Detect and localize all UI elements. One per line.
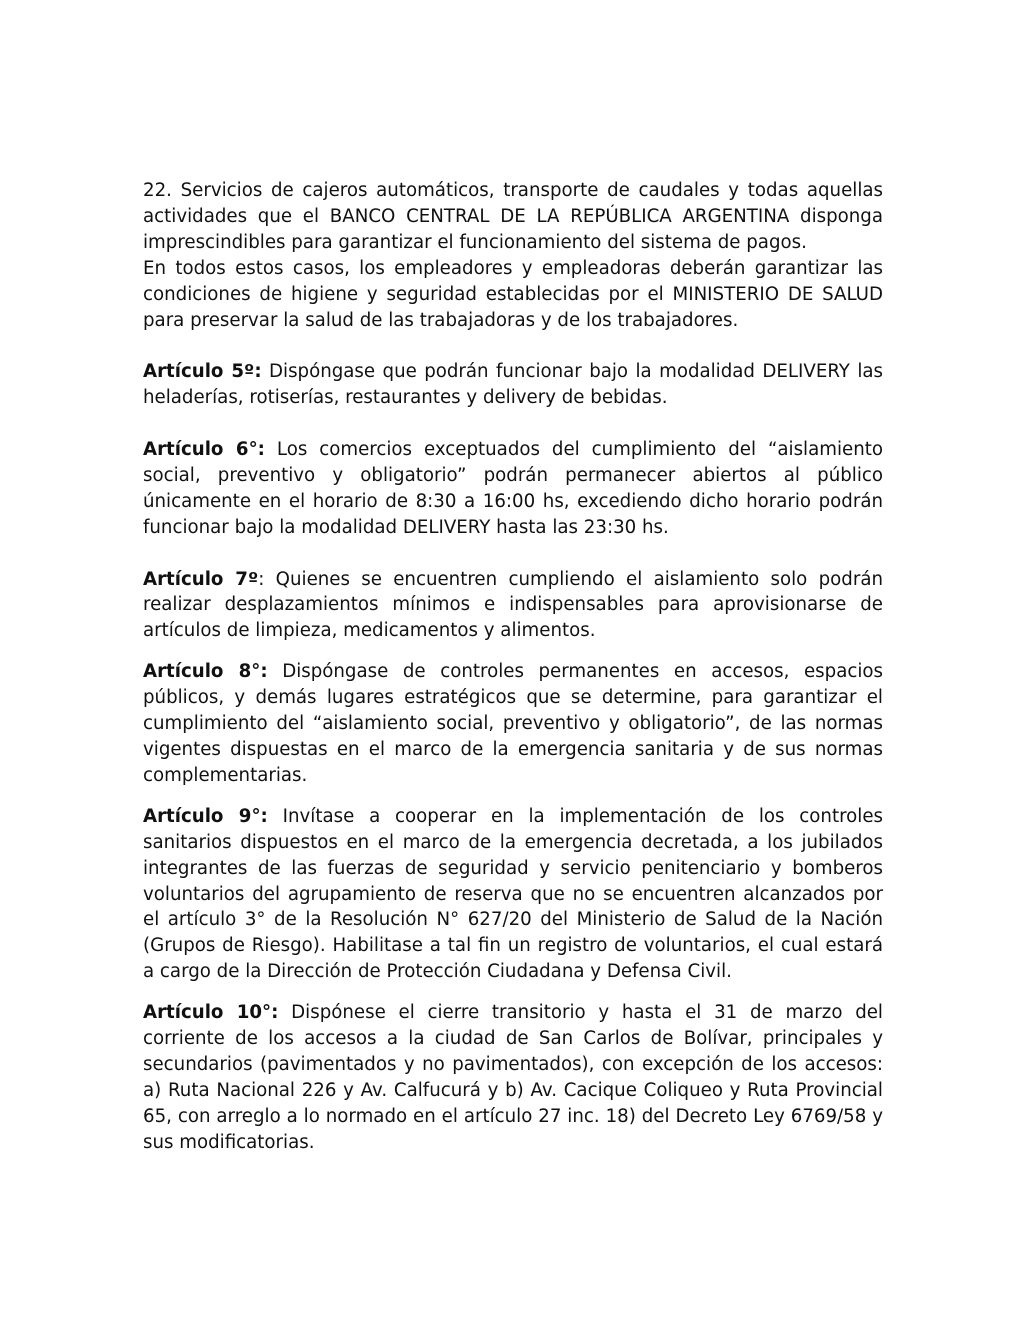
article-label: Artículo 10°:	[143, 1002, 279, 1024]
paragraph-conditions	[143, 256, 883, 334]
article-6	[143, 437, 883, 541]
article-label-suffix: :	[258, 568, 265, 590]
paragraph-item-22	[143, 178, 883, 256]
article-10	[143, 1000, 883, 1155]
article-label: Artículo 6°:	[143, 439, 265, 461]
article-text: Invítase a cooperar en la implementación de los controles sanitarios dispuestos en el marco de la emergencia decretada, a los jubilados integrantes de las fuerzas de seguridad y servicio penitenciario y bomberos voluntarios del agrupamiento de reserva que no se encuentren alcanzados por el artículo 3° de la Resolución N° 627/20 del Ministerio de Salud de la Nación (Grupos de Riesgo). Habilitase a tal fin un registro de voluntarios, el cual estará a cargo de la Dirección de Protección Ciudadana y Defensa Civil.	[143, 805, 883, 983]
article-text: Quienes se encuentren cumpliendo el aislamiento solo podrán realizar desplazamientos mínimos e indispensables para aprovisionarse de artículos de limpieza, medicamentos y alimentos.	[143, 568, 883, 642]
article-9	[143, 804, 883, 985]
article-8	[143, 659, 883, 789]
paragraph-text: En todos estos casos, los empleadores y empleadoras deberán garantizar las condiciones de higiene y seguridad establecidas por el MINISTERIO DE SALUD para preservar la salud de las trabajadoras y de los trabajadores.	[143, 257, 883, 331]
article-text: Dispóngase que podrán funcionar bajo la modalidad DELIVERY las heladerías, rotiserías, restaurantes y delivery de bebidas.	[143, 361, 883, 409]
article-text: Los comercios exceptuados del cumplimiento del “aislamiento social, preventivo y obligatorio” podrán permanecer abiertos al público únicamente en el horario de 8:30 a 16:00 hs, excediendo dicho horario podrán funcionar bajo la modalidad DELIVERY hasta las 23:30 hs.	[143, 439, 883, 538]
article-text: Dispóngase de controles permanentes en accesos, espacios públicos, y demás lugares estratégicos que se determine, para garantizar el cumplimiento del “aislamiento social, preventivo y obligatorio”, de las normas vigentes dispuestas en el marco de la emergencia sanitaria y de sus normas complementarias.	[143, 661, 883, 786]
article-7	[143, 567, 883, 645]
article-label: Artículo 9°:	[143, 805, 268, 827]
article-label: Artículo 8°:	[143, 661, 268, 683]
article-5	[143, 359, 883, 411]
paragraph-text: 22. Servicios de cajeros automáticos, transporte de caudales y todas aquellas actividades que el BANCO CENTRAL DE LA REPÚBLICA ARGENTINA disponga imprescindibles para garantizar el funcionamiento del sistema de pagos.	[143, 180, 883, 253]
article-label: Artículo 5º:	[143, 361, 262, 383]
article-label: Artículo 7º	[143, 568, 259, 590]
document-page	[143, 178, 883, 1156]
article-text: Dispónese el cierre transitorio y hasta el 31 de marzo del corriente de los accesos a la ciudad de San Carlos de Bolívar, principales y secundarios (pavimentados y no pavimentados), con excepción de los accesos: a) Ruta Nacional 226 y Av. Calfucurá y b) Av. Cacique Coliqueo y Ruta Provincial 65, con arreglo a lo normado en el artículo 27 inc. 18) del Decreto Ley 6769/58 y sus modificatorias.	[143, 1002, 883, 1153]
